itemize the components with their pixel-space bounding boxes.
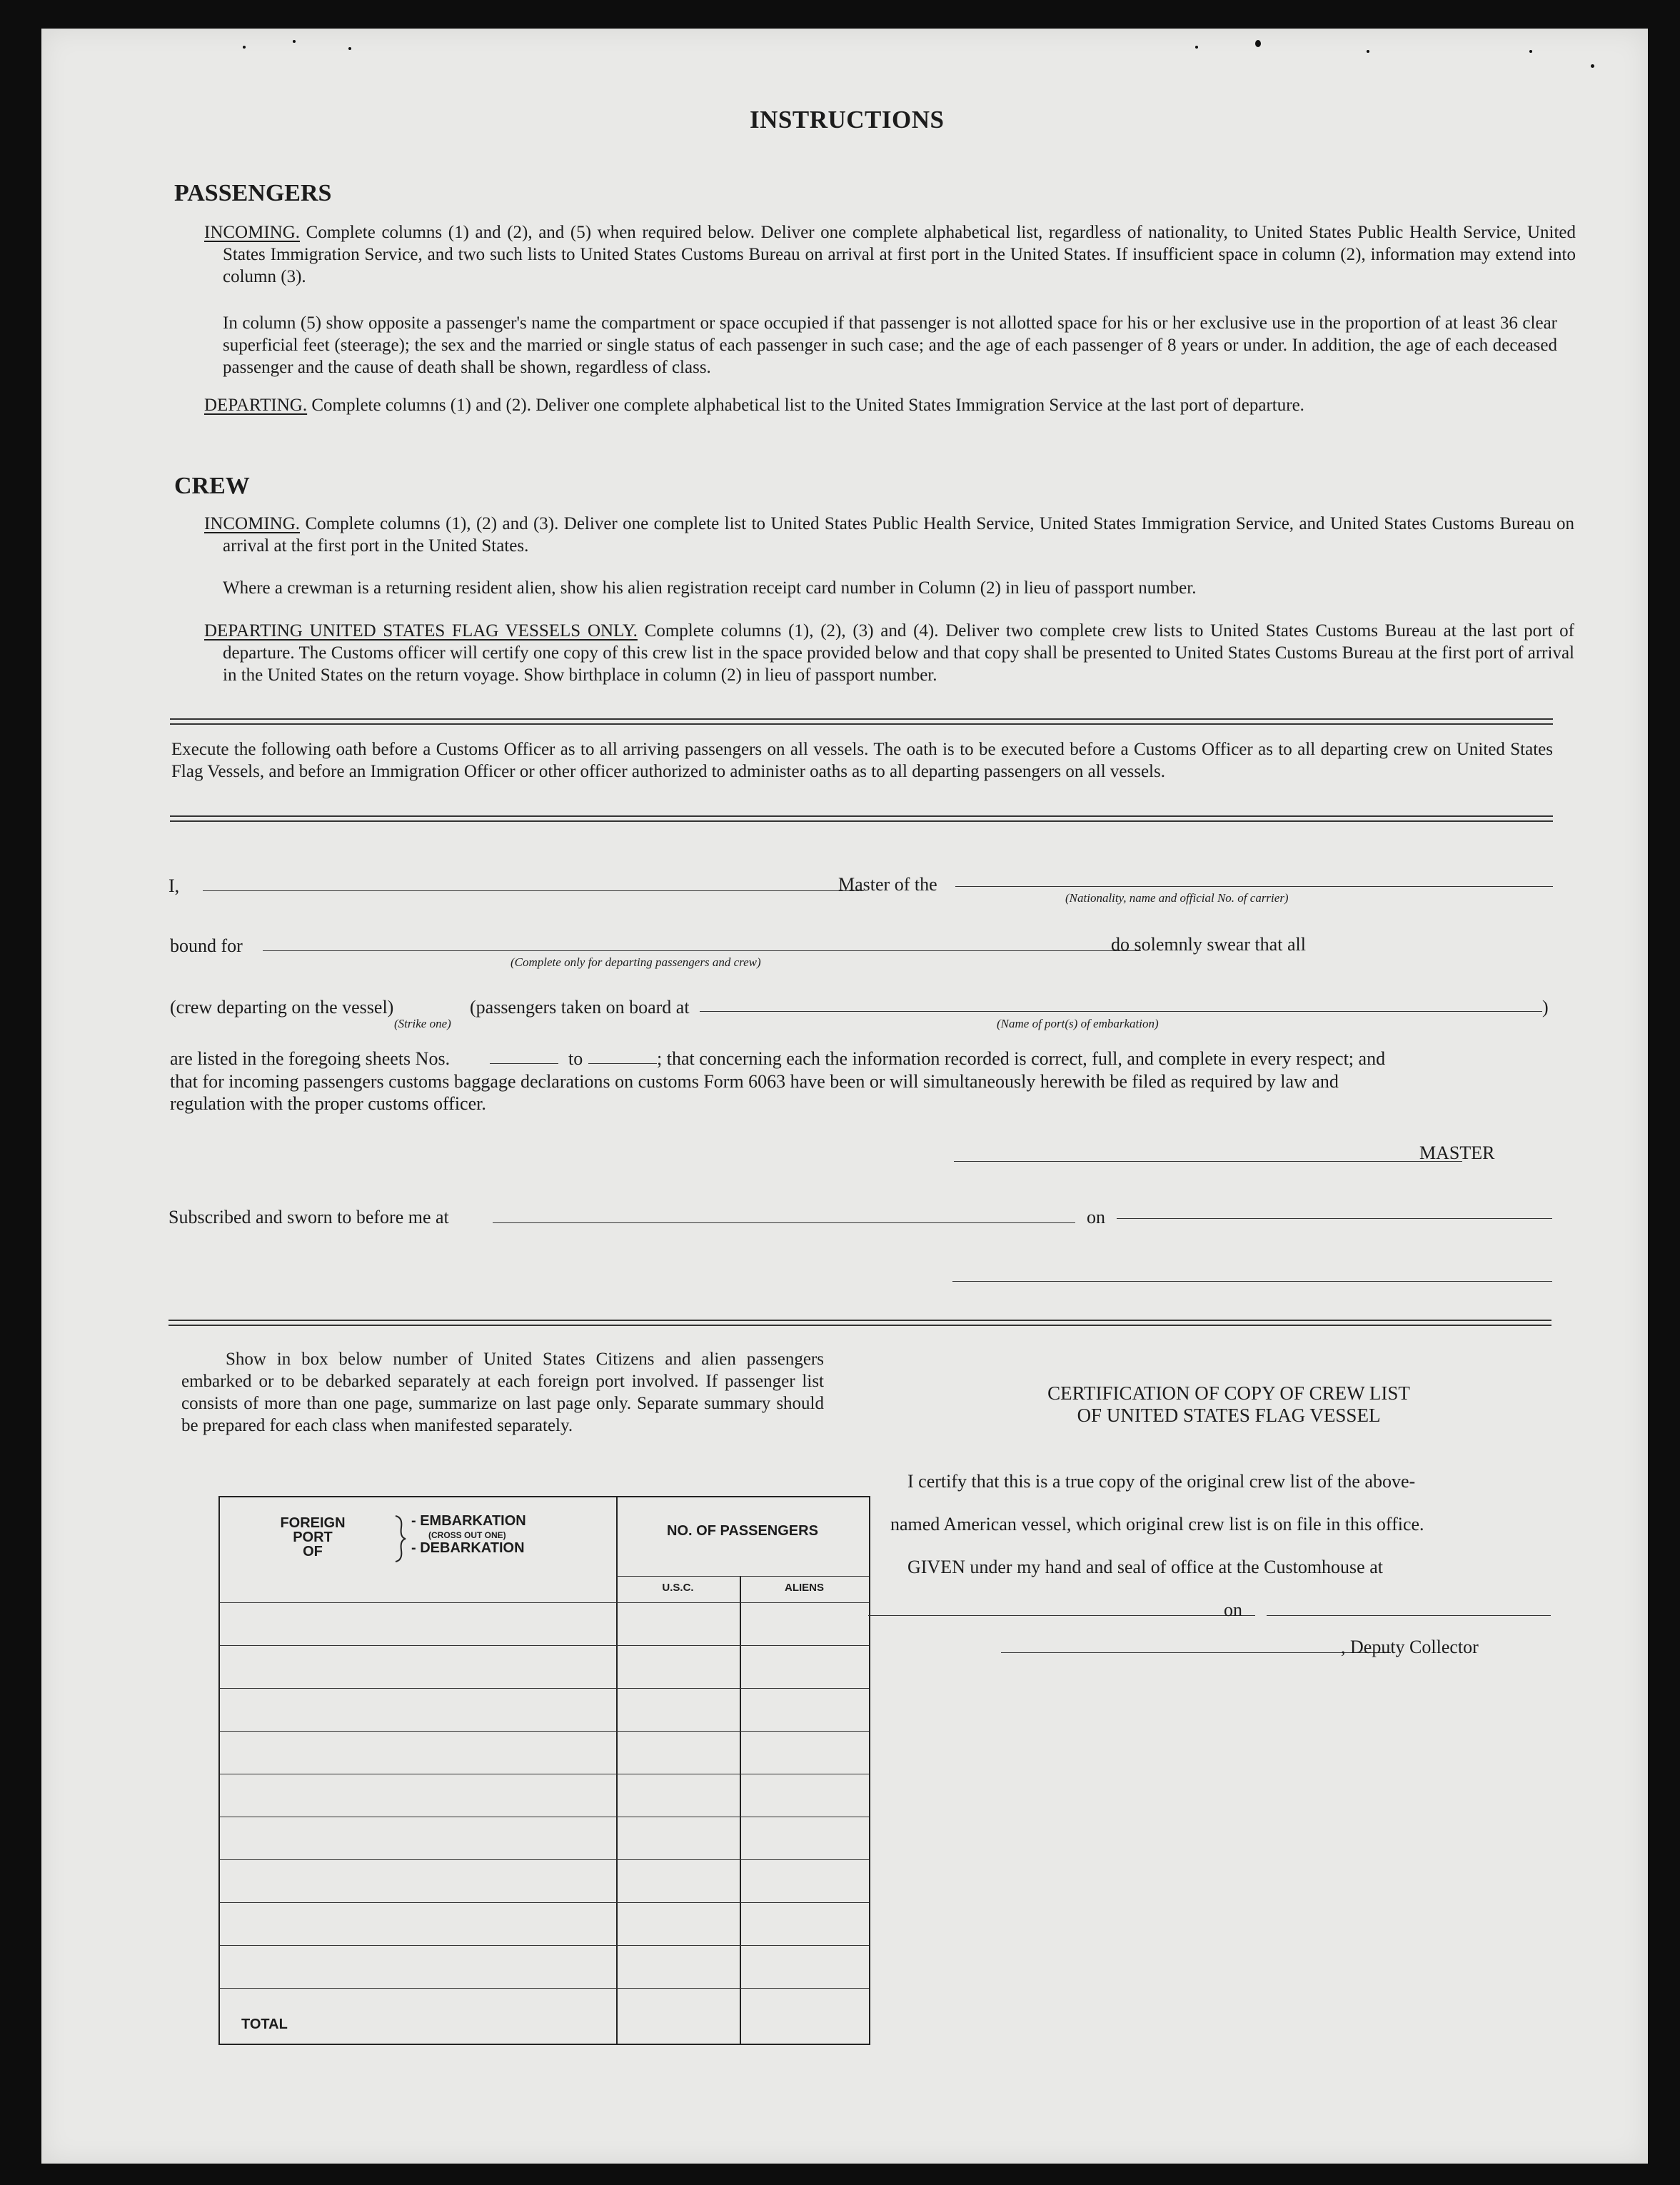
total-label: TOTAL [241, 2016, 288, 2032]
sworn-date-field[interactable] [1117, 1218, 1552, 1219]
bound-for-hint: (Complete only for departing passengers and crew) [510, 955, 761, 969]
table-row[interactable] [220, 1645, 869, 1646]
section-divider [168, 1320, 1551, 1326]
oath-master-of-label: Master of the [838, 874, 937, 895]
crew-heading: CREW [174, 473, 250, 499]
scan-speck [348, 47, 351, 50]
scan-speck [1529, 50, 1532, 53]
passengers-column5-paragraph: In column (5) show opposite a passenger's name the compartment or space occupied if that passenger is not allotted space for his or her exclusive use in the proportion of at least 36 clear superficial feet (steerage); the sex and the married or single status of each passenger in such case; and the age of each passenger of 8 years or under. In addition, the age of each deceased passenger and the cause of death shall be shown, regardless of class. [223, 313, 1557, 377]
bound-for-field[interactable] [263, 950, 1141, 951]
crew-departing-label: DEPARTING UNITED STATES FLAG VESSELS ONLY. [204, 621, 638, 641]
passenger-summary-table [218, 1496, 870, 2045]
bound-for-label: bound for [170, 935, 243, 956]
crew-departing-text: Complete columns (1), (2), (3) and (4). Deliver two complete crew lists to United States Customs Bureau at the last port of departure. The Customs officer will certify one copy of this crew list in the space provided below and that copy shall be presented to United States Customs Bureau at the first port of arrival in the United States on the return voyage. Show birthplace in column (2) in lieu of passport number. [223, 621, 1574, 685]
no-passengers-header: NO. OF PASSENGERS [667, 1523, 818, 1539]
deputy-signature-field[interactable] [1001, 1652, 1391, 1653]
scan-speck [1195, 46, 1198, 49]
table-row[interactable] [220, 1859, 869, 1860]
passengers-incoming-paragraph [204, 221, 1576, 288]
oath-i-label: I, [168, 875, 180, 896]
listed-to-label: to [568, 1048, 583, 1069]
summary-instructions: Show in box below number of United States Citizens and alien passengers embarked or to be debarked separately at each foreign port involved. If passenger list consists of more than one page, summarize on last page only. Separate summary should be prepared for each class when manifested separately. [181, 1350, 824, 1435]
crew-incoming-label: INCOMING. [204, 514, 301, 533]
port-hint: (Name of port(s) of embarkation) [997, 1017, 1159, 1030]
nationality-hint: (Nationality, name and official No. of carrier) [1065, 891, 1289, 905]
strike-one-hint: (Strike one) [394, 1017, 451, 1030]
certify-date-field[interactable] [1267, 1615, 1551, 1616]
foreign-port-line-1: FOREIGN [280, 1515, 346, 1531]
table-row[interactable] [220, 1988, 869, 1989]
carrier-field[interactable] [955, 886, 1553, 887]
master-signature-field[interactable] [954, 1161, 1462, 1162]
subscribed-label: Subscribed and sworn to before me at [168, 1207, 449, 1227]
listed-sheets-text-a: are listed in the foregoing sheets Nos. [170, 1048, 451, 1069]
table-row[interactable] [220, 1731, 869, 1732]
sworn-location-field[interactable] [493, 1222, 1075, 1223]
passengers-departing-paragraph [204, 394, 1576, 416]
listed-sheets-text-d: regulation with the proper customs officer. [170, 1093, 486, 1114]
master-signature-label: MASTER [1419, 1142, 1495, 1163]
crew-departing-paragraph [204, 620, 1574, 686]
table-col-divider [740, 1576, 741, 2044]
sworn-on-label: on [1087, 1207, 1105, 1227]
certify-line-1: I certify that this is a true copy of the original crew list of the above- [907, 1471, 1416, 1492]
listed-sheets-text-b: ; that concerning each the information recorded is correct, full, and complete in every respect; and [657, 1048, 1386, 1069]
passengers-incoming-label: INCOMING. [204, 223, 301, 242]
scan-speck [293, 40, 296, 43]
passengers-incoming-text: Complete columns (1) and (2), and (5) when required below. Deliver one complete alphabetical list, regardless of nationality, to United States Public Health Service, United States Immigration Service, and two such lists to United States Customs Bureau on arrival at first port in the United States. If insufficient space in column (2), information may extend into column (3). [223, 223, 1576, 286]
passengers-departing-text: Complete columns (1) and (2). Deliver one complete alphabetical list to the United States Immigration Service at the last port of departure. [311, 396, 1304, 415]
listed-sheets-text-c: that for incoming passengers customs baggage declarations on customs Form 6063 have been or will simultaneously herewith be filed as required by law and [170, 1071, 1339, 1092]
scan-speck [243, 46, 246, 49]
customhouse-field[interactable] [868, 1615, 1255, 1616]
table-col-divider [616, 1497, 618, 2044]
officer-signature-field[interactable] [952, 1281, 1552, 1282]
certify-line-3: GIVEN under my hand and seal of office at the Customhouse at [907, 1557, 1383, 1577]
passengers-heading: PASSENGERS [174, 180, 332, 206]
solemnly-swear-label: do solemnly swear that all [1111, 934, 1306, 955]
foreign-port-header [277, 1516, 348, 1559]
certification-heading-line-2: OF UNITED STATES FLAG VESSEL [1077, 1405, 1381, 1426]
passengers-taken-option[interactable]: (passengers taken on board at [470, 997, 690, 1018]
table-row[interactable] [220, 1945, 869, 1946]
certification-heading-line-1: CERTIFICATION OF COPY OF CREW LIST [1047, 1382, 1410, 1404]
crew-incoming-text: Complete columns (1), (2) and (3). Deliver one complete list to United States Public Health Service, United States Immigration Service, and United States Customs Bureau on arrival at the first port in the United States. [223, 514, 1574, 556]
scan-speck [1591, 64, 1594, 68]
certification-heading [904, 1382, 1554, 1427]
table-row[interactable] [220, 1902, 869, 1903]
embarkation-option[interactable]: - EMBARKATION [411, 1513, 526, 1529]
foreign-port-line-3: OF [303, 1544, 323, 1559]
passengers-departing-label: DEPARTING. [204, 396, 308, 415]
oath-intro-paragraph: Execute the following oath before a Customs Officer as to all arriving passengers on all vessels. The oath is to be executed before a Customs Officer as to all departing crew on United States Flag Vessels, and before an Immigration Officer or other officer authorized to administer oaths as to all departing passengers on all vessels. [171, 740, 1553, 781]
brace-icon [391, 1515, 408, 1563]
close-paren: ) [1542, 997, 1549, 1018]
foreign-port-line-2: PORT [293, 1530, 333, 1545]
table-row-divider [616, 1576, 869, 1577]
document-page [41, 29, 1648, 2164]
debarkation-option[interactable]: - DEBARKATION [411, 1540, 525, 1556]
sheet-from-field[interactable] [490, 1063, 558, 1064]
cross-out-hint: (CROSS OUT ONE) [428, 1530, 506, 1540]
table-row[interactable] [220, 1688, 869, 1689]
certify-on-label: on [1224, 1599, 1242, 1620]
usc-header: U.S.C. [662, 1582, 694, 1594]
certify-line-2: named American vessel, which original crew list is on file in this office. [890, 1514, 1424, 1534]
crew-departing-option[interactable]: (crew departing on the vessel) [170, 997, 394, 1018]
aliens-header: ALIENS [784, 1582, 824, 1594]
scan-speck [1255, 40, 1261, 47]
crew-incoming-paragraph [204, 513, 1574, 557]
scan-speck [1367, 50, 1369, 53]
crew-resident-paragraph: Where a crewman is a returning resident alien, show his alien registration receipt card number in Column (2) in lieu of passport number. [223, 578, 1197, 598]
deputy-collector-label: , Deputy Collector [1341, 1637, 1479, 1657]
page-title: INSTRUCTIONS [750, 106, 945, 134]
section-divider [170, 718, 1553, 725]
sheet-to-field[interactable] [588, 1063, 657, 1064]
embarkation-port-field[interactable] [700, 1011, 1542, 1012]
table-row-divider [220, 1602, 869, 1603]
section-divider [170, 815, 1553, 822]
master-name-field[interactable] [203, 890, 864, 891]
